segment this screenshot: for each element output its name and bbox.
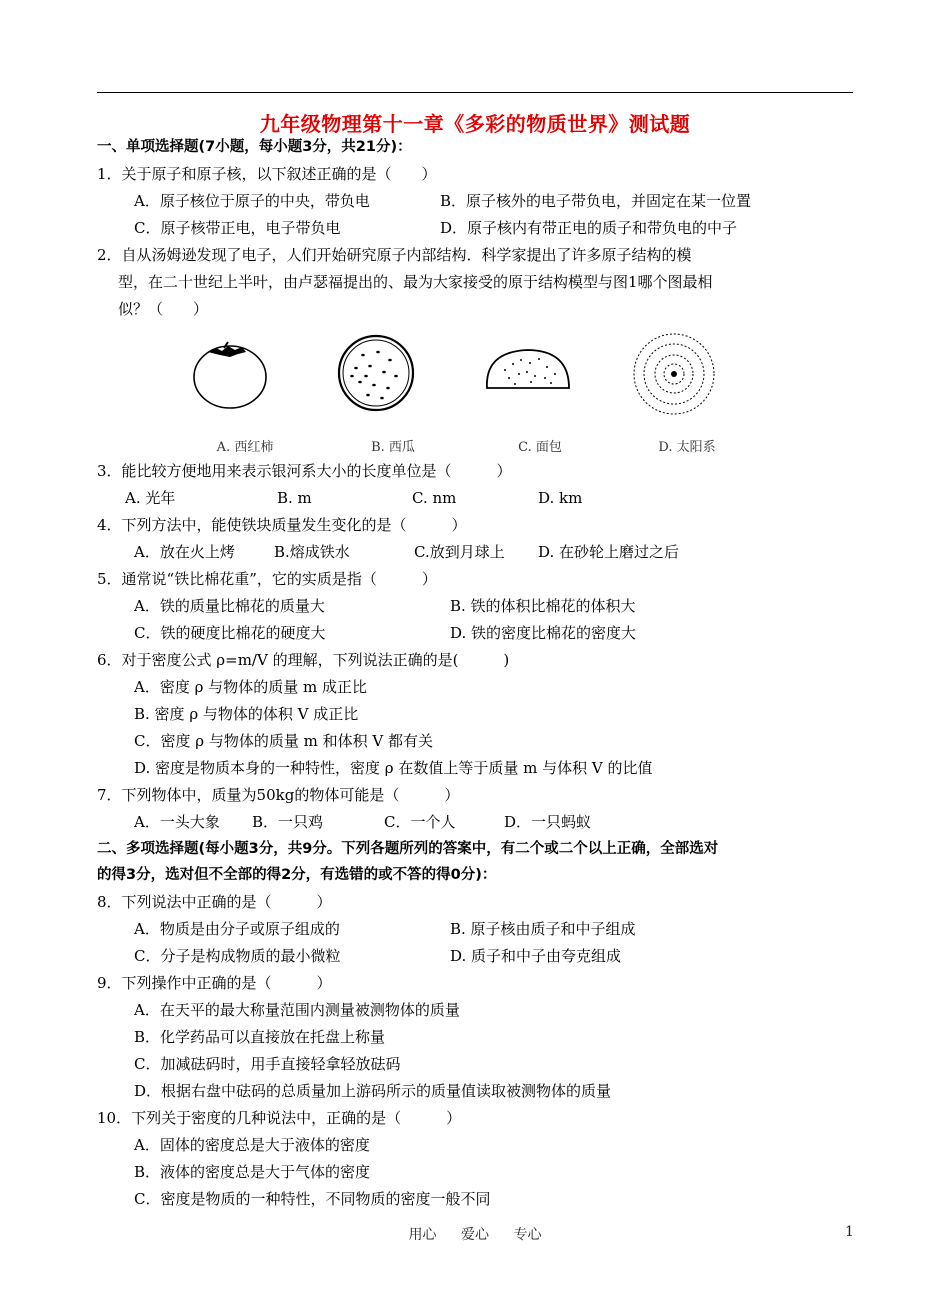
question-5-option-c: C．铁的硬度比棉花的硬度大 <box>134 624 326 642</box>
question-3-option-a: A. 光年 <box>125 489 176 507</box>
figure-solar-system <box>622 330 752 455</box>
question-8-stem: 8．下列说法中正确的是（ ） <box>97 893 332 911</box>
page-footer <box>0 1224 950 1244</box>
question-10-option-a: A．固体的密度总是大于液体的密度 <box>134 1136 370 1154</box>
question-9-option-b: B．化学药品可以直接放在托盘上称量 <box>134 1028 386 1046</box>
question-2-stem-line3: 似？（ ） <box>118 300 209 318</box>
figure-d-caption: D. 太阳系 <box>658 440 716 455</box>
question-6-option-b: B. 密度 ρ 与物体的体积 V 成正比 <box>134 705 359 723</box>
figure-tomato <box>180 330 310 455</box>
question-10-stem: 10．下列关于密度的几种说法中，正确的是（ ） <box>97 1109 462 1127</box>
question-5-option-d: D. 铁的密度比棉花的密度大 <box>450 624 637 642</box>
question-9-option-c: C．加减砝码时，用手直接轻拿轻放砝码 <box>134 1055 401 1073</box>
question-1-option-c: C．原子核带正电，电子带负电 <box>134 219 341 237</box>
question-4-option-c: C.放到月球上 <box>414 543 505 561</box>
question-1-stem: 1．关于原子和原子核，以下叙述正确的是（ ） <box>97 165 437 183</box>
figure-a-caption: A. 西红柿 <box>216 440 274 455</box>
question-4-option-d: D. 在砂轮上磨过之后 <box>538 543 680 561</box>
question-1-option-a: A．原子核位于原子的中央，带负电 <box>134 192 370 210</box>
question-6-stem: 6．对于密度公式 ρ=m/V 的理解，下列说法正确的是( ) <box>97 651 510 669</box>
question-8-option-d: D. 质子和中子由夸克组成 <box>450 947 622 965</box>
question-9-option-d: D．根据右盘中砝码的总质量加上游码所示的质量值读取被测物体的质量 <box>134 1082 612 1100</box>
section-heading-multiple-choice: 二、多项选择题(每小题3分，共9分。下列各题所列的答案中，有二个或二个以上正确，全部选对 <box>97 841 719 857</box>
figure-watermelon <box>328 330 458 455</box>
question-4-option-b: B.熔成铁水 <box>274 543 350 561</box>
question-3-option-b: B. m <box>277 489 312 507</box>
question-6-option-d: D. 密度是物质本身的一种特性，密度 ρ 在数值上等于质量 m 与体积 V 的比值 <box>134 759 653 777</box>
question-9-option-a: A．在天平的最大称量范围内测量被测物体的质量 <box>134 1001 460 1019</box>
figure-bread <box>475 330 605 455</box>
question-5-option-b: B. 铁的体积比棉花的体积大 <box>450 597 636 615</box>
question-7-option-a: A．一头大象 <box>134 813 220 831</box>
question-1-option-d: D．原子核内有带正电的质子和带负电的中子 <box>440 219 738 237</box>
header-rule <box>97 92 853 93</box>
question-1-option-b: B．原子核外的电子带负电，并固定在某一位置 <box>440 192 752 210</box>
watermelon-illustration <box>328 330 458 430</box>
section-heading-single-choice: 一、单项选择题(7小题，每小题3分，共21分)： <box>97 139 412 155</box>
page-title: 九年级物理第十一章《多彩的物质世界》测试题 <box>259 112 691 136</box>
question-8-option-b: B. 原子核由质子和中子组成 <box>450 920 636 938</box>
footer-text-1: 用心 <box>408 1227 437 1243</box>
question-4-option-a: A．放在火上烤 <box>134 543 235 561</box>
question-7-option-b: B．一只鸡 <box>252 813 324 831</box>
question-10-option-c: C．密度是物质的一种特性，不同物质的密度一般不同 <box>134 1190 491 1208</box>
atom-model-figures <box>180 330 740 455</box>
tomato-illustration <box>180 330 310 430</box>
question-2-stem-line2: 型，在二十世纪上半叶，由卢瑟福提出的、最为大家接受的原于结构模型与图1哪个图最相 <box>118 273 713 291</box>
footer-text-3: 专心 <box>513 1227 542 1243</box>
question-5-option-a: A．铁的质量比棉花的质量大 <box>134 597 325 615</box>
question-6-option-c: C．密度 ρ 与物体的质量 m 和体积 V 都有关 <box>134 732 433 750</box>
question-10-option-b: B．液体的密度总是大于气体的密度 <box>134 1163 371 1181</box>
question-9-stem: 9．下列操作中正确的是（ ） <box>97 974 332 992</box>
question-8-option-c: C．分子是构成物质的最小微粒 <box>134 947 341 965</box>
question-8-option-a: A．物质是由分子或原子组成的 <box>134 920 340 938</box>
question-5-stem: 5．通常说“铁比棉花重”，它的实质是指（ ） <box>97 570 437 588</box>
question-7-option-d: D．一只蚂蚁 <box>504 813 592 831</box>
question-3-option-d: D. km <box>538 489 583 507</box>
bread-illustration <box>475 330 605 430</box>
solar-system-illustration <box>622 330 752 430</box>
figure-b-caption: B. 西瓜 <box>371 440 415 455</box>
question-4-stem: 4．下列方法中，能使铁块质量发生变化的是（ ） <box>97 516 467 534</box>
question-3-stem: 3．能比较方便地用来表示银河系大小的长度单位是（ ） <box>97 462 512 480</box>
question-2-stem-line1: 2．自从汤姆逊发现了电子，人们开始研究原子内部结构．科学家提出了许多原子结构的模 <box>97 246 692 264</box>
question-7-option-c: C．一个人 <box>384 813 456 831</box>
footer-text-2: 爱心 <box>461 1227 489 1243</box>
page-number: 1 <box>845 1224 854 1240</box>
question-6-option-a: A．密度 ρ 与物体的质量 m 成正比 <box>134 678 367 696</box>
question-7-stem: 7．下列物体中，质量为50kg的物体可能是（ ） <box>97 786 460 804</box>
section-heading-multiple-choice-cont: 的得3分，选对但不全部的得2分，有选错的或不答的得0分)： <box>97 867 497 883</box>
question-3-option-c: C. nm <box>412 489 457 507</box>
figure-c-caption: C. 面包 <box>518 440 562 455</box>
